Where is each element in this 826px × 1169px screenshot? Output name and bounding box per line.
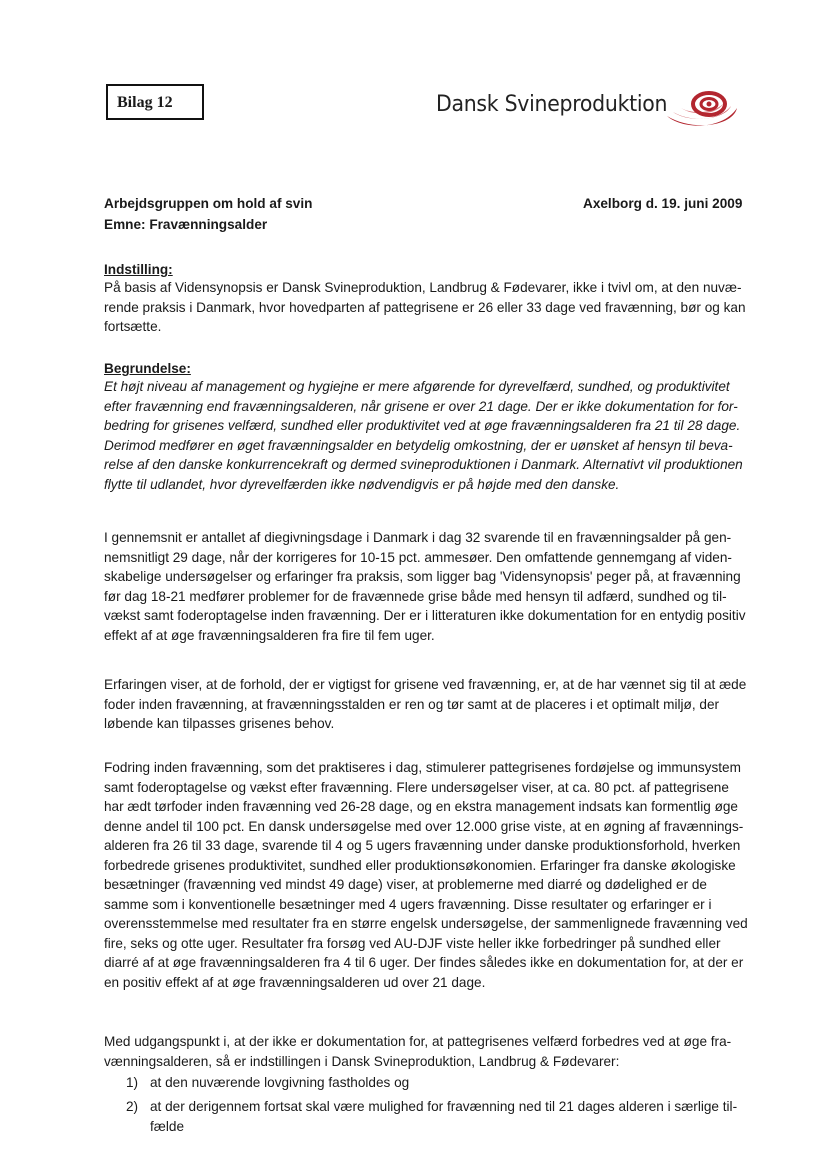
- text-line: alderen fra 26 til 33 dage, svarende til 4 og 5 ugers fravænning under danske produktionsforhold, hverken: [104, 838, 741, 853]
- text-line: fortsætte.: [104, 319, 162, 334]
- bilag-label: Bilag 12: [106, 84, 204, 120]
- text-line: bedring for grisenes velfærd, sundhed eller produktivitet ved at øge fravænningsalderen fra 21 til 28 dage.: [104, 418, 741, 433]
- text-line: samme som i konventionelle besætninger med 4 ugers fravænning. Disse resultater og erfaringer er i: [104, 896, 712, 912]
- text-line: har ædt tørfoder inden fravænning ved 26-28 dage, og en ekstra management indsats kan formentlig øge: [104, 799, 738, 814]
- text-line: På basis af Vidensynopsis er Dansk Svineproduktion, Landbrug & Fødevarer, ikke i tvivl om, at den nuvæ-: [104, 280, 742, 295]
- text-line: Med udgangspunkt i, at der ikke er dokumentation for, at pattegrisenes velfærd forbedres ved at øge fra-: [104, 1034, 732, 1049]
- subject: Emne: Fravænningsalder: [104, 217, 268, 232]
- list-text: [150, 1097, 737, 1136]
- text-line: diarré af at øge fravænningsalderen fra 4 til 6 uger. Der findes således ikke en dokumentation for, at der er: [104, 955, 744, 970]
- text-line: vækst samt foderoptagelse inden fravænning. Der er i litteraturen ikke dokumentation for en entydig positiv: [104, 608, 746, 623]
- indstilling-text: [104, 278, 764, 337]
- text-line: Erfaringen viser, at de forhold, der er vigtigst for grisene ved fravænning, er, at de har vænnet sig til at æde: [104, 677, 747, 692]
- begrundelse-heading: Begrundelse:: [104, 361, 191, 376]
- text-line: Fodring inden fravænning, som det praktiseres i dag, stimulerer pattegrisenes fordøjelse og immunsystem: [104, 760, 741, 775]
- text-line: flytte til udlandet, hvor dyrevelfærden ikke nødvendigvis er på højde med den danske.: [104, 476, 620, 492]
- indstilling-heading: Indstilling:: [104, 262, 173, 277]
- text-line: fælde: [150, 1118, 185, 1134]
- text-line: overensstemmelse med resultater fra en større engelsk undersøgelse, der sammenlignede fravænning ved: [104, 916, 748, 931]
- text-line: efter fravænning end fravænningsalderen, når grisene er over 21 dage. Der er ikke dokumentation for for-: [104, 398, 738, 414]
- text-line: relse af den danske konkurrencekraft og dermed svineproduktionen i Danmark. Alternativt vil produktionen: [104, 457, 743, 472]
- text-line: samt foderoptagelse og vækst efter fravænning. Flere undersøgelser viser, at ca. 80 pct. af pattegrisene: [104, 779, 729, 795]
- brand-name: Dansk Svineproduktion: [436, 92, 668, 117]
- list-number: 2): [126, 1099, 139, 1114]
- list-number: 1): [126, 1075, 139, 1090]
- text-line: Et højt niveau af management og hygiejne er mere afgørende for dyrevelfærd, sundhed, og produktivitet: [104, 379, 730, 394]
- list-text: at den nuværende lovgivning fastholdes og: [150, 1075, 410, 1090]
- text-line: foder inden fravænning, at fravænningsstalden er ren og tør samt at de placeres i et optimalt miljø, der: [104, 696, 720, 712]
- text-line: Derimod medfører en øget fravænningsalder en betydelig omkostning, der er uønsket af hensyn til beva-: [104, 437, 733, 453]
- list-item-1: [126, 1073, 410, 1093]
- paragraph-1: [104, 528, 764, 645]
- text-line: en positiv effekt af at øge fravænningsalderen ud over 21 dage.: [104, 974, 486, 990]
- text-line: I gennemsnit er antallet af diegivningsdage i Danmark i dag 32 svarende til en fravænningsalder på gen-: [104, 530, 732, 545]
- text-line: denne andel til 100 pct. En dansk undersøgelse med over 12.000 grise viste, at en øgning af fravænnings-: [104, 818, 744, 834]
- paragraph-3: [104, 758, 764, 992]
- text-line: forbedrede grisenes produktivitet, sundhed eller produktionsøkonomien. Erfaringer fra danske økologiske: [104, 857, 736, 873]
- text-line: før dag 18-21 medfører problemer for de fravænnede grise både med hensyn til adfærd, sundhed og til-: [104, 588, 727, 604]
- text-line: nemsnitligt 29 dage, når der korrigeres for 10-15 pct. ammesøer. Den omfattende gennemgang af viden-: [104, 549, 732, 565]
- place-date: Axelborg d. 19. juni 2009: [583, 196, 743, 211]
- paragraph-2: [104, 675, 764, 734]
- text-line: besætninger (fravænning ved mindst 49 dage) viser, at problemerne med diarré og dødelighed er de: [104, 877, 707, 892]
- text-line: rende praksis i Danmark, hvor hovedparten af pattegrisene er 26 eller 33 dage ved fravænning, bør og kan: [104, 299, 746, 315]
- paragraph-4: [104, 1032, 764, 1071]
- text-line: effekt af at øge fravænningsalderen fra fire til fem uger.: [104, 627, 435, 643]
- text-line: vænningsalderen, så er indstillingen i Dansk Svineproduktion, Landbrug & Fødevarer:: [104, 1053, 620, 1069]
- dansk-svineproduktion-logo-icon: [663, 86, 741, 130]
- begrundelse-text: [104, 377, 764, 494]
- list-item-2: [126, 1097, 738, 1134]
- text-line: fire, seks og otte uger. Resultater fra forsøg ved AU-DJF viste heller ikke forbedringer på sundhed eller: [104, 935, 721, 951]
- working-group: Arbejdsgruppen om hold af svin: [104, 196, 313, 211]
- text-line: skabelige undersøgelser og erfaringer fra praksis, som ligger bag 'Vidensynopsis' peger på, at fravænning: [104, 569, 741, 584]
- text-line: at der derigennem fortsat skal være mulighed for fravænning ned til 21 dages alderen i særlige til-: [150, 1099, 738, 1114]
- text-line: løbende kan tilpasses grisenes behov.: [104, 716, 335, 731]
